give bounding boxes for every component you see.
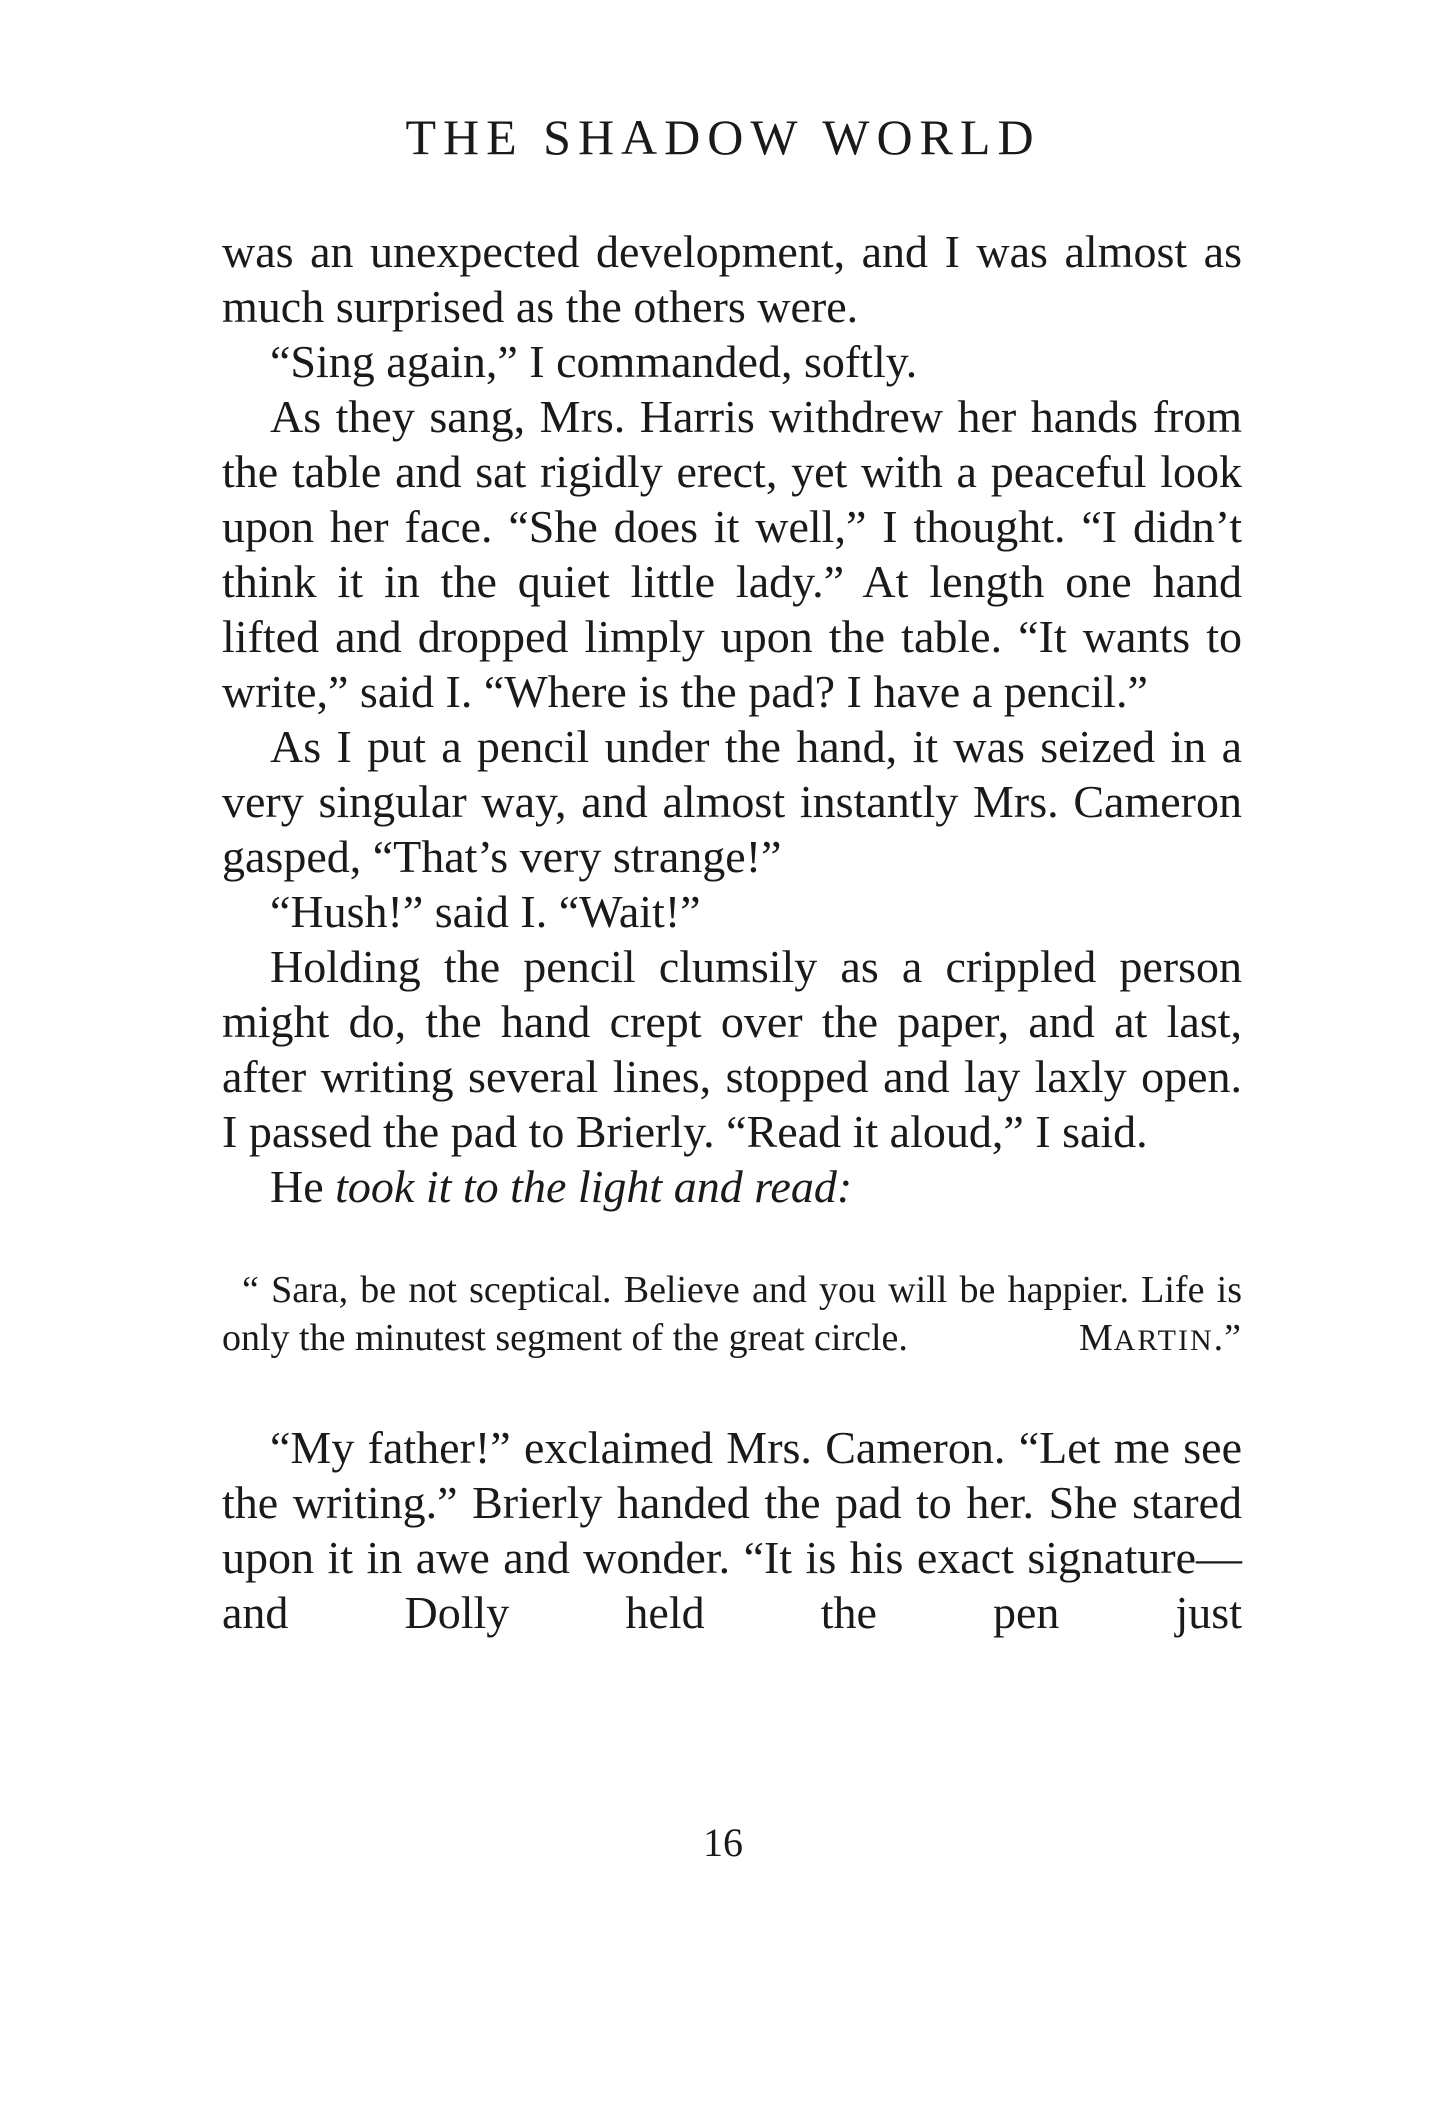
paragraph: “Hush!” said I. “Wait!” xyxy=(270,886,701,937)
paragraph: As they sang, Mrs. Harris withdrew her hands from the table and sat rigidly erect, yet with a peaceful look upon her face. “She does it well,” I thought. “I didn’t think it in the quiet little lady.” At length one hand lifted and dropped limply upon the table. “It wants to write,” said I. “Where is the pad? I have a pencil.” xyxy=(222,391,1242,717)
letter-quote xyxy=(222,1266,1242,1362)
closing-paragraph: “My father!” exclaimed Mrs. Cameron. “Let me see the writing.” Brierly handed the pad to her. She stared upon it in awe and wonder. “It is his exact signature—and Dolly held the pen just xyxy=(222,1422,1242,1638)
letter-text: “ Sara, be not sceptical. Believe and you will be happier. Life is only the minutest segment of the great circle. xyxy=(222,1269,1242,1359)
signature-close: .” xyxy=(1213,1317,1242,1359)
paragraph: “Sing again,” I commanded, softly. xyxy=(270,336,918,387)
paragraph: Holding the pencil clumsily as a crippled person might do, the hand crept over the paper, and at last, after writing several lines, stopped and lay laxly open. I passed the pad to Brierly. “Read it aloud,” I said. xyxy=(222,941,1242,1157)
intro-line-start: He xyxy=(270,1161,336,1212)
letter-signature xyxy=(1079,1314,1242,1365)
signature-initial: M xyxy=(1078,1317,1114,1359)
body-text xyxy=(222,224,1242,1640)
paragraph: As I put a pencil under the hand, it was seized in a very singular way, and almost instantly Mrs. Cameron gasped, “That’s very strange!” xyxy=(222,721,1242,882)
running-head: THE SHADOW WORLD xyxy=(405,109,1041,165)
signature-rest: ARTIN xyxy=(1113,1324,1214,1357)
intro-line-italic: took it to the light and read: xyxy=(335,1161,853,1212)
intro-line xyxy=(222,1159,1242,1214)
paragraph-continued: was an unexpected development, and I was almost as much surprised as the others were. xyxy=(222,226,1242,332)
page-number: 16 xyxy=(703,1820,743,1865)
